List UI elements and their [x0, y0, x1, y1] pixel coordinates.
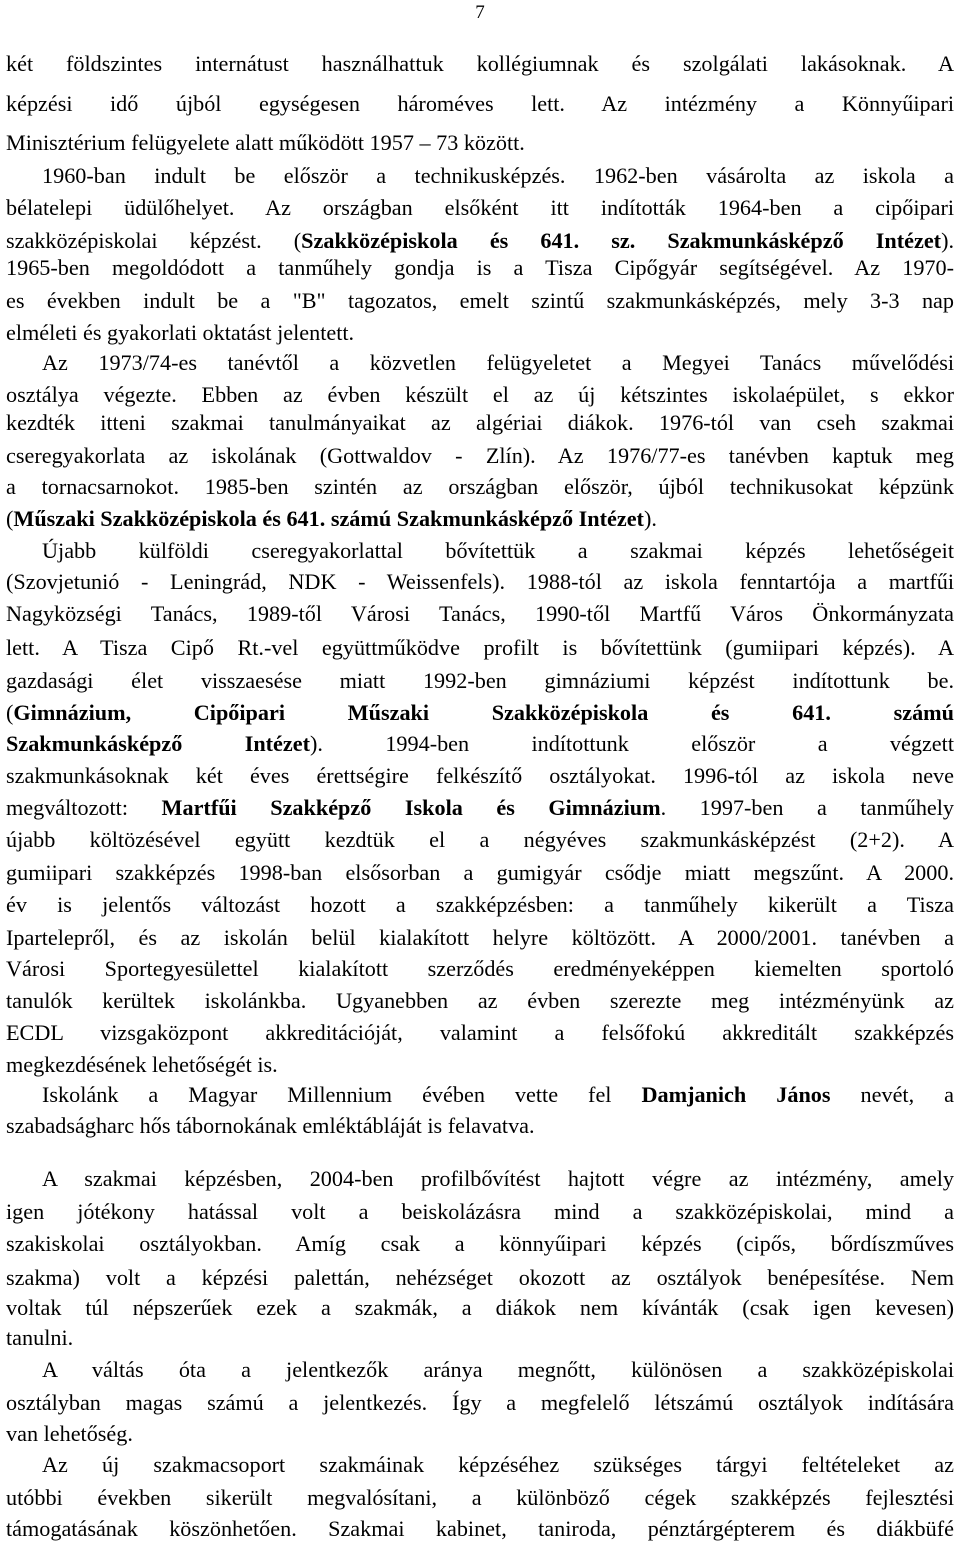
text-line	[6, 318, 954, 348]
line-text: Iskolánk a Magyar Millennium évében vette fel	[42, 1082, 642, 1107]
text-line	[6, 698, 954, 728]
text-line	[6, 1263, 954, 1293]
text-line	[6, 633, 954, 663]
text-line	[6, 793, 954, 823]
text-line	[42, 1080, 954, 1110]
text-line	[6, 954, 954, 984]
line-text: megváltozott:	[6, 795, 162, 820]
line-text: megkezdésének lehetőségét is.	[6, 1052, 278, 1077]
text-line	[6, 1419, 954, 1449]
line-text: Minisztérium felügyelete alatt működött 1957 – 73 között.	[6, 130, 525, 155]
text-line	[6, 1197, 954, 1227]
line-text: Az új szakmacsoport szakmáinak képzéséhez szükséges tárgyi feltételeket az	[42, 1452, 954, 1477]
line-text: szakmunkásoknak két éves érettségire felkészítő osztályokat. 1996-tól az iskola neve	[6, 763, 954, 788]
text-line	[42, 1164, 954, 1194]
text-line	[6, 253, 954, 283]
text-line	[6, 1050, 954, 1080]
line-text: a tornacsarnokot. 1985-ben szintén az országban először, újból technikusokat képzünk	[6, 474, 954, 499]
line-text: (	[6, 700, 14, 725]
line-text: gazdasági élet visszaesése miatt 1992-ben gimnáziumi képzést indítottunk be.	[6, 668, 954, 693]
line-text: szabadságharc hős tábornokának emléktábláját is felavatva.	[6, 1113, 535, 1138]
line-text: képzési idő újból egységesen hároméves lett. Az intézmény a Könnyűipari	[6, 91, 954, 116]
line-text: nevét, a	[830, 1082, 954, 1107]
line-text: es években indult be a "B" tagozatos, emelt szintű szakmunkásképzés, mely 3-3 nap	[6, 288, 954, 313]
text-line	[6, 761, 954, 791]
text-line	[6, 408, 954, 438]
line-text: ).	[941, 228, 954, 253]
text-line	[6, 923, 954, 953]
line-text: támogatásának köszönhetően. Szakmai kabinet, taniroda, pénztárgépterem és diákbüfé	[6, 1516, 954, 1541]
text-line	[6, 226, 954, 256]
text-line	[6, 986, 954, 1016]
line-text: voltak túl népszerűek ezek a szakmák, a diákok nem kívánták (csak igen kevesen)	[6, 1295, 954, 1320]
text-line	[6, 825, 954, 855]
line-text: Az 1973/74-es tanévtől a közvetlen felügyeletet a Megyei Tanács művelődési	[42, 350, 954, 375]
text-line	[6, 567, 954, 597]
line-text: gumiipari szakképzés 1998-ban elsősorban a gumigyár csődje miatt megszűnt. A 2000.	[6, 860, 954, 885]
line-text: igen jótékony hatással volt a beiskolázásra mind a szakközépiskolai, mind a	[6, 1199, 954, 1224]
text-line	[6, 1229, 954, 1259]
line-text: szakiskolai osztályokban. Amíg csak a könnyűipari képzés (cipős, bőrdíszműves	[6, 1231, 954, 1256]
line-text: kezdték itteni szakmai tanulmányaikat az algériai diákok. 1976-tól van cseh szakmai	[6, 410, 954, 435]
text-line	[6, 599, 954, 629]
bold-text: Szakközépiskola és 641. sz. Szakmunkásképző Intézet	[301, 228, 942, 253]
text-line	[42, 1355, 954, 1385]
text-line	[42, 161, 954, 191]
page-number: 7	[475, 2, 485, 23]
text-line	[42, 536, 954, 566]
text-line	[6, 666, 954, 696]
line-text: 1965-ben megoldódott a tanműhely gondja is a Tisza Cipőgyár segítségével. Az 1970-	[6, 255, 954, 280]
line-text: lett. A Tisza Cipő Rt.-vel együttműködve profilt is bővítettünk (gumiipari képzés). A	[6, 635, 954, 660]
text-line	[42, 348, 954, 378]
line-text: osztályban magas számú a jelentkezés. Így a megfelelő létszámú osztályok indítására	[6, 1390, 954, 1415]
bold-text: Damjanich János	[641, 1082, 831, 1107]
line-text: Újabb külföldi cseregyakorlattal bővítettük a szakmai képzés lehetőségeit	[42, 538, 954, 563]
line-text: újabb költözésével együtt kezdtük el a négyéves szakmunkásképzést (2+2). A	[6, 827, 954, 852]
bold-text: Szakmunkásképző Intézet	[6, 731, 310, 756]
text-line	[6, 472, 954, 502]
line-text: tanulni.	[6, 1325, 74, 1350]
line-text: A szakmai képzésben, 2004-ben profilbővítést hajtott végre az intézmény, amely	[42, 1166, 954, 1191]
text-line	[6, 858, 954, 888]
line-text: két földszintes internátust használhattuk kollégiumnak és szolgálati lakásoknak. A	[6, 51, 954, 76]
text-line	[6, 1323, 954, 1353]
bold-text: Gimnázium, Cipőipari Műszaki Szakközépiskola és 641. számú	[13, 700, 954, 725]
line-text: (Szovjetunió - Leningrád, NDK - Weissenfels). 1988-tól az iskola fenntartója a martfűi	[6, 569, 954, 594]
line-text: ).	[643, 506, 657, 531]
line-text: osztálya végezte. Ebben az évben készült el az új kétszintes iskolaépület, s ekkor	[6, 382, 954, 407]
line-text: Városi Sportegyesülettel kialakított szerződés eredményeképpen kiemelten sportoló	[6, 956, 954, 981]
line-text: ). 1994-ben indítottunk először a végzett	[310, 731, 954, 756]
bold-text: Műszaki Szakközépiskola és 641. számú Szakmunkásképző Intézet	[13, 506, 644, 531]
text-line	[6, 1018, 954, 1048]
line-text: (	[6, 506, 14, 531]
line-text: 1960-ban indult be először a technikusképzés. 1962-ben vásárolta az iskola a	[42, 163, 954, 188]
line-text: szakközépiskolai képzést. (	[6, 228, 302, 253]
line-text: ECDL vizsgaközpont akkreditációját, valamint a felsőfokú akkreditált szakképzés	[6, 1020, 954, 1045]
text-line	[6, 286, 954, 316]
text-line	[6, 1388, 954, 1418]
line-text: bélatelepi üdülőhelyet. Az országban elsőként itt indították 1964-ben a cipőipari	[6, 195, 954, 220]
line-text: cseregyakorlata az iskolának (Gottwaldov - Zlín). Az 1976/77-es tanévben kaptuk meg	[6, 443, 954, 468]
line-text: elméleti és gyakorlati oktatást jelentett.	[6, 320, 355, 345]
text-line	[42, 1450, 954, 1480]
line-text: év is jelentős változást hozott a szakképzésben: a tanműhely kikerült a Tisza	[6, 892, 954, 917]
text-line	[6, 1514, 954, 1544]
text-line	[6, 380, 954, 410]
text-line	[6, 49, 954, 79]
line-text: szakma) volt a képzési palettán, nehézséget okozott az osztályok benépesítése. Nem	[6, 1265, 954, 1290]
text-line	[6, 504, 954, 534]
text-line	[6, 441, 954, 471]
line-text: Ipartelepről, és az iskolán belül kialakított helyre költözött. A 2000/2001. tanévben a	[6, 925, 954, 950]
text-line	[6, 89, 954, 119]
text-line	[6, 1111, 954, 1141]
bold-text: Martfűi Szakképző Iskola és Gimnázium	[161, 795, 661, 820]
text-line	[6, 128, 954, 158]
text-line	[6, 890, 954, 920]
text-line	[6, 729, 954, 759]
line-text: van lehetőség.	[6, 1421, 133, 1446]
line-text: Nagyközségi Tanács, 1989-től Városi Tanács, 1990-től Martfű Város Önkormányzata	[6, 601, 954, 626]
line-text: utóbbi években sikerült megvalósítani, a különböző cégek szakképzés fejlesztési	[6, 1485, 954, 1510]
line-text: tanulók kerültek iskolánkba. Ugyanebben az évben szerezte meg intézményünk az	[6, 988, 954, 1013]
line-text: A váltás óta a jelentkezők aránya megnőtt, különösen a szakközépiskolai	[42, 1357, 954, 1382]
text-line	[6, 193, 954, 223]
text-line	[6, 1483, 954, 1513]
line-text: . 1997-ben a tanműhely	[660, 795, 955, 820]
text-line	[6, 1293, 954, 1323]
